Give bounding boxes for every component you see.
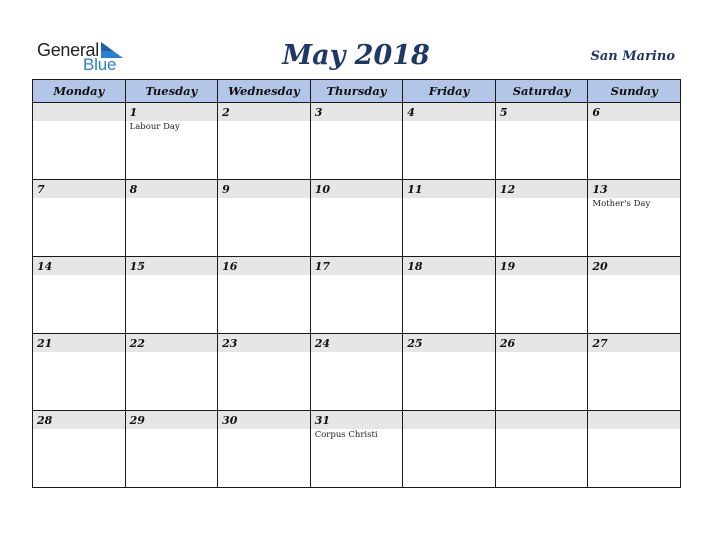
weekday-header: Sunday: [588, 80, 681, 103]
day-number: 25: [403, 334, 495, 352]
day-cell: [495, 180, 588, 257]
weekday-header: Saturday: [495, 80, 588, 103]
day-cell: [588, 103, 681, 180]
day-number: 29: [126, 411, 218, 429]
weekday-header: Tuesday: [125, 80, 218, 103]
week-row: [33, 334, 681, 411]
day-number: 16: [218, 257, 310, 275]
day-cell: [310, 334, 403, 411]
day-number: 12: [496, 180, 588, 198]
day-cell: [218, 103, 311, 180]
day-number: 4: [403, 103, 495, 121]
day-cell: [218, 180, 311, 257]
weekday-header-row: [33, 80, 681, 103]
day-number: 28: [33, 411, 125, 429]
day-number: 21: [33, 334, 125, 352]
day-cell: [495, 103, 588, 180]
day-cell: [588, 180, 681, 257]
country-label: San Marino: [590, 49, 675, 64]
day-number: 19: [496, 257, 588, 275]
calendar-title: May 2018: [282, 40, 430, 71]
day-number: 1: [126, 103, 218, 121]
holiday-label: Mother's Day: [592, 199, 651, 209]
week-row: [33, 180, 681, 257]
day-number: 5: [496, 103, 588, 121]
day-cell: [403, 257, 496, 334]
day-number: 30: [218, 411, 310, 429]
day-number: 23: [218, 334, 310, 352]
day-number: 7: [33, 180, 125, 198]
day-number: 17: [311, 257, 403, 275]
weekday-header: Friday: [403, 80, 496, 103]
day-cell: [125, 334, 218, 411]
day-cell: [218, 257, 311, 334]
week-row: [33, 411, 681, 488]
day-cell: [588, 334, 681, 411]
weekday-header: Monday: [33, 80, 126, 103]
weekday-header: Wednesday: [218, 80, 311, 103]
day-number: [403, 411, 495, 429]
weekday-header: Thursday: [310, 80, 403, 103]
day-cell: [310, 257, 403, 334]
day-number: 3: [311, 103, 403, 121]
day-cell: [218, 334, 311, 411]
week-row: [33, 257, 681, 334]
day-number: 6: [588, 103, 680, 121]
day-number: 22: [126, 334, 218, 352]
day-number: 14: [33, 257, 125, 275]
day-number: 2: [218, 103, 310, 121]
day-cell: [495, 334, 588, 411]
day-cell: [33, 257, 126, 334]
day-cell: [310, 411, 403, 488]
day-number: [33, 103, 125, 121]
empty-day-cell: [403, 411, 496, 488]
day-number: [496, 411, 588, 429]
empty-day-cell: [33, 103, 126, 180]
empty-day-cell: [495, 411, 588, 488]
day-cell: [218, 411, 311, 488]
day-number: 24: [311, 334, 403, 352]
empty-day-cell: [588, 411, 681, 488]
day-cell: [310, 180, 403, 257]
day-number: 27: [588, 334, 680, 352]
holiday-label: Labour Day: [129, 122, 180, 132]
day-cell: [33, 411, 126, 488]
day-number: 20: [588, 257, 680, 275]
day-number: 9: [218, 180, 310, 198]
logo-text-blue: Blue: [83, 55, 117, 74]
day-number: 13: [588, 180, 680, 198]
day-cell: [403, 180, 496, 257]
holiday-label: Corpus Christi: [314, 430, 378, 440]
day-number: 11: [403, 180, 495, 198]
day-cell: [125, 180, 218, 257]
day-cell: [403, 334, 496, 411]
day-number: 10: [311, 180, 403, 198]
day-cell: [125, 257, 218, 334]
day-number: 26: [496, 334, 588, 352]
day-cell: [403, 103, 496, 180]
day-number: 18: [403, 257, 495, 275]
day-cell: [125, 411, 218, 488]
day-number: [588, 411, 680, 429]
day-cell: [33, 334, 126, 411]
day-cell: [310, 103, 403, 180]
week-row: [33, 103, 681, 180]
month-calendar-grid: [32, 79, 681, 488]
day-cell: [125, 103, 218, 180]
day-cell: [495, 257, 588, 334]
day-number: 31: [311, 411, 403, 429]
logo-text-general: General: [37, 40, 99, 60]
day-cell: [588, 257, 681, 334]
day-cell: [33, 180, 126, 257]
day-number: 8: [126, 180, 218, 198]
day-number: 15: [126, 257, 218, 275]
